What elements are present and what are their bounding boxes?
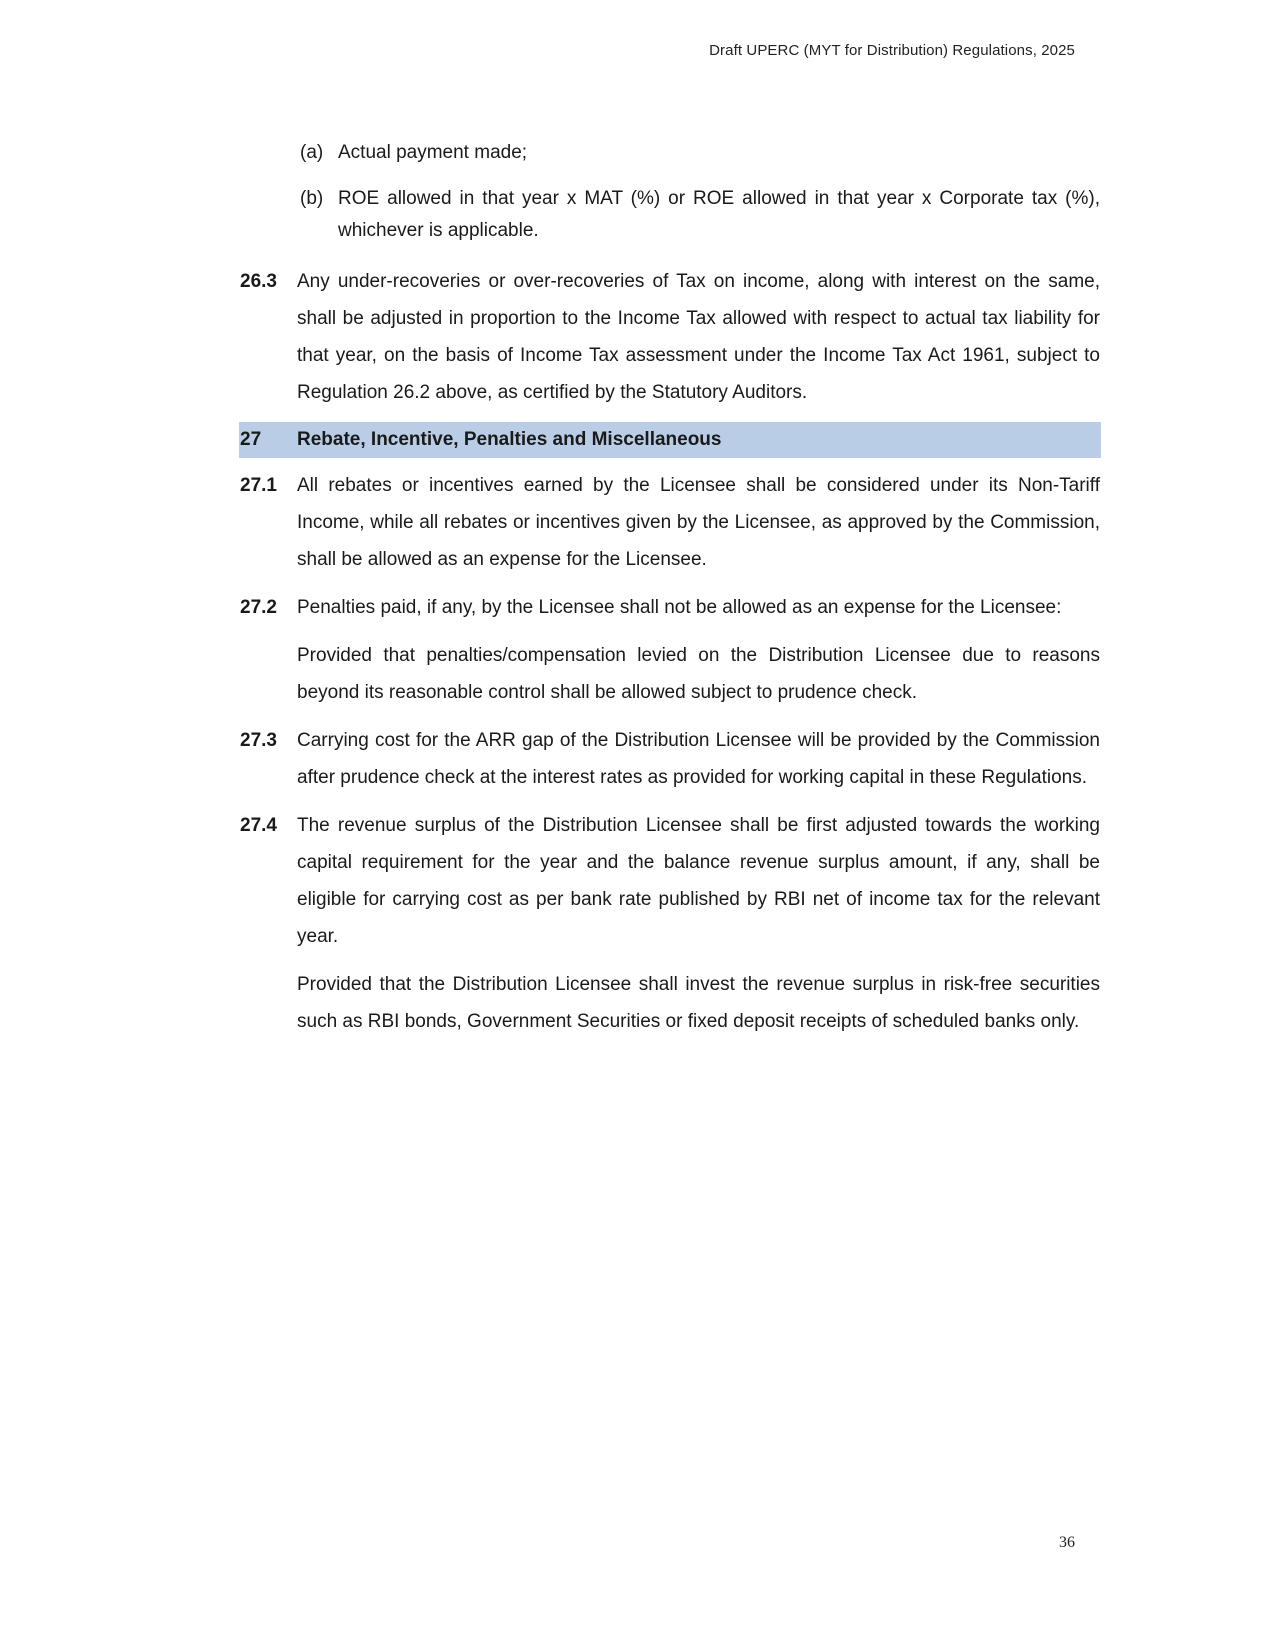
subitem-text: ROE allowed in that year x MAT (%) or ROE allowed in that year x Corporate tax (%), whichever is applicable. <box>338 188 1100 241</box>
clause-number: 27.1 <box>240 475 277 496</box>
clause-number: 26.3 <box>240 271 277 292</box>
section-title: Rebate, Incentive, Penalties and Miscellaneous <box>297 429 722 450</box>
clause-26-3 <box>240 263 1100 411</box>
section-heading-27 <box>239 422 1101 458</box>
subitem-a <box>300 137 1100 169</box>
subitem-b <box>300 183 1100 247</box>
subitem-marker: (b) <box>300 188 324 209</box>
clause-27-2 <box>240 589 1100 626</box>
clause-27-3 <box>240 722 1100 796</box>
clause-text: All rebates or incentives earned by the Licensee shall be considered under its Non-Tariff Income, while all rebates or incentives given by the Licensee, as approved by the Commission, shall be allowed as an expense for the Licensee. <box>297 475 1100 570</box>
subitem-text: Actual payment made; <box>338 142 528 163</box>
clause-27-4 <box>240 807 1100 955</box>
clause-text: Carrying cost for the ARR gap of the Distribution Licensee will be provided by the Commission after prudence check at the interest rates as provided for working capital in these Regulations. <box>297 730 1100 788</box>
clause-text: Penalties paid, if any, by the Licensee shall not be allowed as an expense for the Licensee: <box>297 597 1062 618</box>
subitem-marker: (a) <box>300 142 324 163</box>
section-number: 27 <box>240 429 262 450</box>
clause-number: 27.4 <box>240 815 277 836</box>
clause-27-1 <box>240 467 1100 578</box>
clause-number: 27.2 <box>240 597 277 618</box>
clause-27-2-proviso: Provided that penalties/compensation levied on the Distribution Licensee due to reasons beyond its reasonable control shall be allowed subject to prudence check. <box>297 645 1100 703</box>
page-number: 36 <box>1059 1534 1075 1551</box>
clause-text: Any under-recoveries or over-recoveries of Tax on income, along with interest on the same, shall be adjusted in proportion to the Income Tax allowed with respect to actual tax liability for that year, on the basis of Income Tax assessment under the Income Tax Act 1961, subject to Regulation 26.2 above, as certified by the Statutory Auditors. <box>297 271 1100 403</box>
document-body <box>240 137 1100 1051</box>
clause-number: 27.3 <box>240 730 277 751</box>
clause-text: The revenue surplus of the Distribution Licensee shall be first adjusted towards the working capital requirement for the year and the balance revenue surplus amount, if any, shall be eligible for carrying cost as per bank rate published by RBI net of income tax for the relevant year. <box>297 815 1100 947</box>
running-header: Draft UPERC (MYT for Distribution) Regulations, 2025 <box>709 42 1075 59</box>
clause-27-4-proviso: Provided that the Distribution Licensee shall invest the revenue surplus in risk-free securities such as RBI bonds, Government Securities or fixed deposit receipts of scheduled banks only. <box>297 974 1100 1032</box>
